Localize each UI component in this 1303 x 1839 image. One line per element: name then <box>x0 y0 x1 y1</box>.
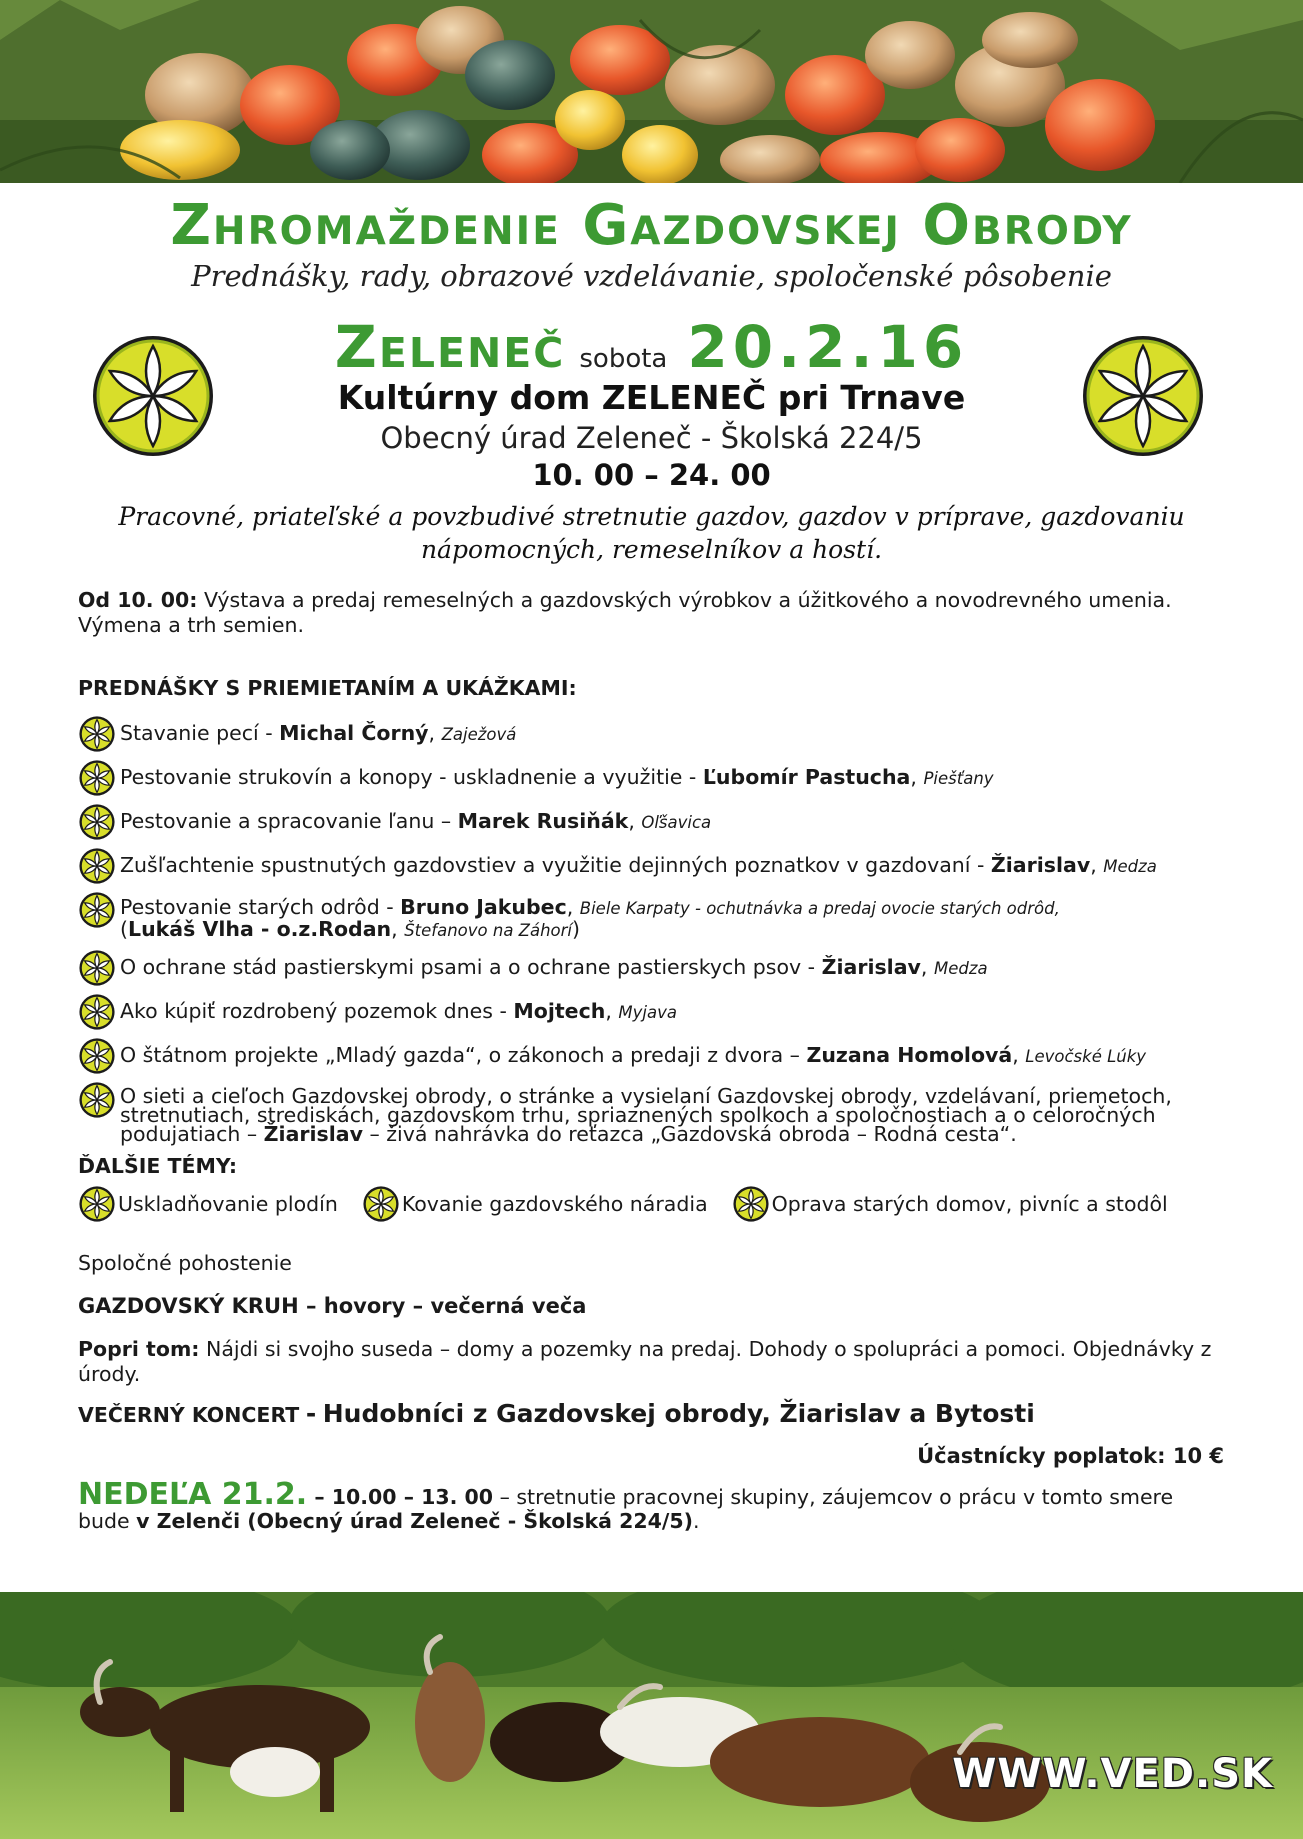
lecture-topic: O ochrane stád pastierskymi psami a o ochrane pastierskych psov - <box>120 955 822 979</box>
event-venue: Kultúrny dom ZELENEČ pri Trnave <box>337 378 966 417</box>
other-topic-item <box>362 1185 708 1223</box>
tagline-line: nápomocných, remeselníkov a hostí. <box>420 535 883 564</box>
program-content <box>78 588 1228 1533</box>
goats-photo <box>0 1592 1303 1839</box>
website-link[interactable]: WWW.VED.SK <box>952 1751 1273 1797</box>
lecture-place: Medza <box>1103 857 1157 876</box>
event-place: Zeleneč <box>334 313 566 381</box>
lecture-topic: O sieti a cieľoch Gazdovskej obrody, o stránke a vysielaní Gazdovskej obrody, vzdelávaní, priemetoch, stretnutiach, strediskách, gazdovskom trhu, spriaznených spolkoch a spoločnostiach a o celoročných podujatiach – <box>120 1084 1172 1146</box>
lecture-text: Zušľachtenie spustnutých gazdovstiev a využitie dejinných poznatkov v gazdovaní - Žiarislav, Medza <box>120 853 1157 877</box>
flower-bullet-icon <box>78 949 116 987</box>
meanwhile-text: Nájdi si svojho suseda – domy a pozemky na predaj. Dohody o spolupráci a pomoci. Objednávky z úrody. <box>78 1337 1212 1386</box>
other-topic-label: Kovanie gazdovského náradia <box>401 1191 708 1216</box>
lecture-item <box>78 759 1228 795</box>
other-topic-item <box>78 1185 338 1223</box>
lecture-place: Myjava <box>618 1003 677 1022</box>
sunday-label: NEDEĽA 21.2. <box>78 1477 308 1512</box>
sunday-text: – stretnutie pracovnej skupiny, záujemcov o prácu v tomto smere bude <box>78 1485 1174 1533</box>
lecture-place: Levočské Lúky <box>1025 1047 1147 1066</box>
sunday-place: v Zelenči (Obecný úrad Zeleneč - Školská 224/5) <box>136 1509 694 1533</box>
lecture-topic: Zušľachtenie spustnutých gazdovstiev a využitie dejinných poznatkov v gazdovaní - <box>120 853 991 877</box>
sunday-paragraph <box>78 1477 1228 1533</box>
lecture-topic: Pestovanie starých odrôd - <box>120 895 401 919</box>
flower-bullet-icon <box>732 1185 770 1223</box>
lecture-place: Zaježová <box>441 725 517 744</box>
event-address: Obecný úrad Zeleneč - Školská 224/5 <box>380 421 923 455</box>
event-tagline <box>60 500 1243 566</box>
event-day: sobota <box>579 344 668 374</box>
lecture-text: O štátnom projekte „Mladý gazda“, o zákonoch a predaji z dvora – Zuzana Homolová, Levočské Lúky <box>120 1043 1147 1067</box>
lecture-item <box>78 715 1228 751</box>
lecture-item <box>78 891 1228 941</box>
lecture-item <box>78 1081 1228 1144</box>
gazdovsky-kruh <box>78 1294 1228 1319</box>
refreshment-text: Spoločné pohostenie <box>78 1251 292 1275</box>
lecture-text: Ako kúpiť rozdrobený pozemok dnes - Mojtech, Myjava <box>120 999 677 1023</box>
flower-bullet-icon <box>78 1081 116 1119</box>
lecture-place: Biele Karpaty - ochutnávka a predaj ovocie starých odrôd, <box>579 899 1060 918</box>
lecture-speaker: Žiarislav <box>821 955 921 979</box>
concert-separator: - <box>305 1399 317 1428</box>
lecture-item <box>78 803 1228 839</box>
lecture-speaker: Bruno Jakubec <box>400 895 567 919</box>
lecture-list <box>78 715 1228 1144</box>
lecture-speaker: Marek Rusiňák <box>457 809 629 833</box>
lecture-speaker: Ľubomír Pastucha <box>702 765 911 789</box>
tagline-line: Pracovné, priateľské a povzbudivé stretnutie gazdov, gazdov v príprave, gazdovaniu <box>118 502 1185 531</box>
flower-bullet-icon <box>78 803 116 841</box>
fee: Účastnícky poplatok: 10 € <box>917 1444 1224 1468</box>
flower-bullet-icon <box>78 1037 116 1075</box>
intro-label: Od 10. 00: <box>78 588 198 612</box>
lecture-text: Pestovanie a spracovanie ľanu – Marek Rusiňák, Oľšavica <box>120 809 712 833</box>
lecture-place: Oľšavica <box>641 813 712 832</box>
lecture-topic: Pestovanie a spracovanie ľanu – <box>120 809 458 833</box>
lecture-topic: Ako kúpiť rozdrobený pozemok dnes - <box>120 999 514 1023</box>
lecture-place: Piešťany <box>923 769 994 788</box>
lecture-speaker: Žiarislav <box>990 853 1091 877</box>
lecture-speaker: Zuzana Homolová <box>806 1043 1013 1067</box>
circle-text: – hovory – večerná veča <box>298 1294 587 1318</box>
lecture-text: Pestovanie starých odrôd - Bruno Jakubec, Biele Karpaty - ochutnávka a predaj ovocie starých odrôd, (Lukáš Vlha - o.z.Rodan, Štefanovo na Záhorí) <box>120 895 1060 941</box>
meanwhile-paragraph <box>78 1337 1228 1387</box>
flower-bullet-icon <box>78 715 116 753</box>
flower-bullet-icon <box>78 759 116 797</box>
other-topics-list <box>78 1185 1228 1223</box>
flower-bullet-icon <box>78 993 116 1031</box>
lecture-tail: – živá nahrávka do reťazca „Gazdovská obroda – Rodná cesta“. <box>362 1122 1017 1146</box>
event-title: Zhromaždenie Gazdovskej Obrody <box>170 193 1133 258</box>
lecture-topic: Stavanie pecí - <box>120 721 280 745</box>
event-date: 20.2.16 <box>687 313 969 381</box>
lecture-topic: O štátnom projekte „Mladý gazda“, o zákonoch a predaji z dvora – <box>120 1043 807 1067</box>
circle-label: GAZDOVSKÝ KRUH <box>78 1294 299 1318</box>
other-topic-item <box>732 1185 1168 1223</box>
lecture-speaker: Michal Čorný <box>279 721 429 745</box>
lecture-item <box>78 847 1228 883</box>
lecture-text <box>120 1081 1228 1144</box>
lecture-place: Medza <box>933 959 988 978</box>
flower-bullet-icon <box>78 847 116 885</box>
lecture-text: O ochrane stád pastierskymi psami a o ochrane pastierskych psov - Žiarislav, Medza <box>120 955 988 979</box>
lecture-item <box>78 993 1228 1029</box>
lecture-speaker: Žiarislav <box>263 1122 363 1146</box>
other-topic-label: Uskladňovanie plodín <box>118 1191 338 1216</box>
concert-text: Hudobníci z Gazdovskej obrody, Žiarislav a Bytosti <box>322 1399 1035 1428</box>
sunday-end: . <box>693 1509 700 1533</box>
sunday-time: – 10.00 – 13. 00 <box>307 1485 494 1509</box>
intro-paragraph <box>78 588 1228 638</box>
lectures-heading: PREDNÁŠKY S PRIEMIETANÍM A UKÁŽKAMI: <box>78 676 577 700</box>
lecture-text: Pestovanie strukovín a konopy - uskladnenie a využitie - Ľubomír Pastucha, Piešťany <box>120 765 994 789</box>
other-topics-heading: ĎALŠIE TÉMY: <box>78 1154 238 1178</box>
lecture-topic: Pestovanie strukovín a konopy - uskladnenie a využitie - <box>120 765 703 789</box>
flower-bullet-icon <box>362 1185 400 1223</box>
event-hours: 10. 00 – 24. 00 <box>532 458 771 492</box>
lecture-item <box>78 1037 1228 1073</box>
lecture-text: Stavanie pecí - Michal Čorný, Zaježová <box>120 721 517 745</box>
flower-bullet-icon <box>78 891 116 929</box>
pumpkin-photo <box>0 0 1303 183</box>
lecture-speaker: Mojtech <box>513 999 606 1023</box>
concert-line <box>78 1401 1228 1428</box>
lecture-speaker: Lukáš Vlha - o.z.Rodan <box>128 917 392 941</box>
flower-bullet-icon <box>78 1185 116 1223</box>
event-subtitle: Prednášky, rady, obrazové vzdelávanie, spoločenské pôsobenie <box>191 259 1112 293</box>
intro-text: Výstava a predaj remeselných a gazdovských výrobkov a úžitkového a novodrevného umenia. Výmena a trh semien. <box>78 588 1172 637</box>
lecture-place: Štefanovo na Záhorí <box>404 921 573 940</box>
other-topic-label: Oprava starých domov, pivníc a stodôl <box>771 1191 1168 1216</box>
meanwhile-label: Popri tom: <box>78 1337 200 1361</box>
lecture-item <box>78 949 1228 985</box>
concert-label: VEČERNÝ KONCERT <box>78 1403 300 1427</box>
